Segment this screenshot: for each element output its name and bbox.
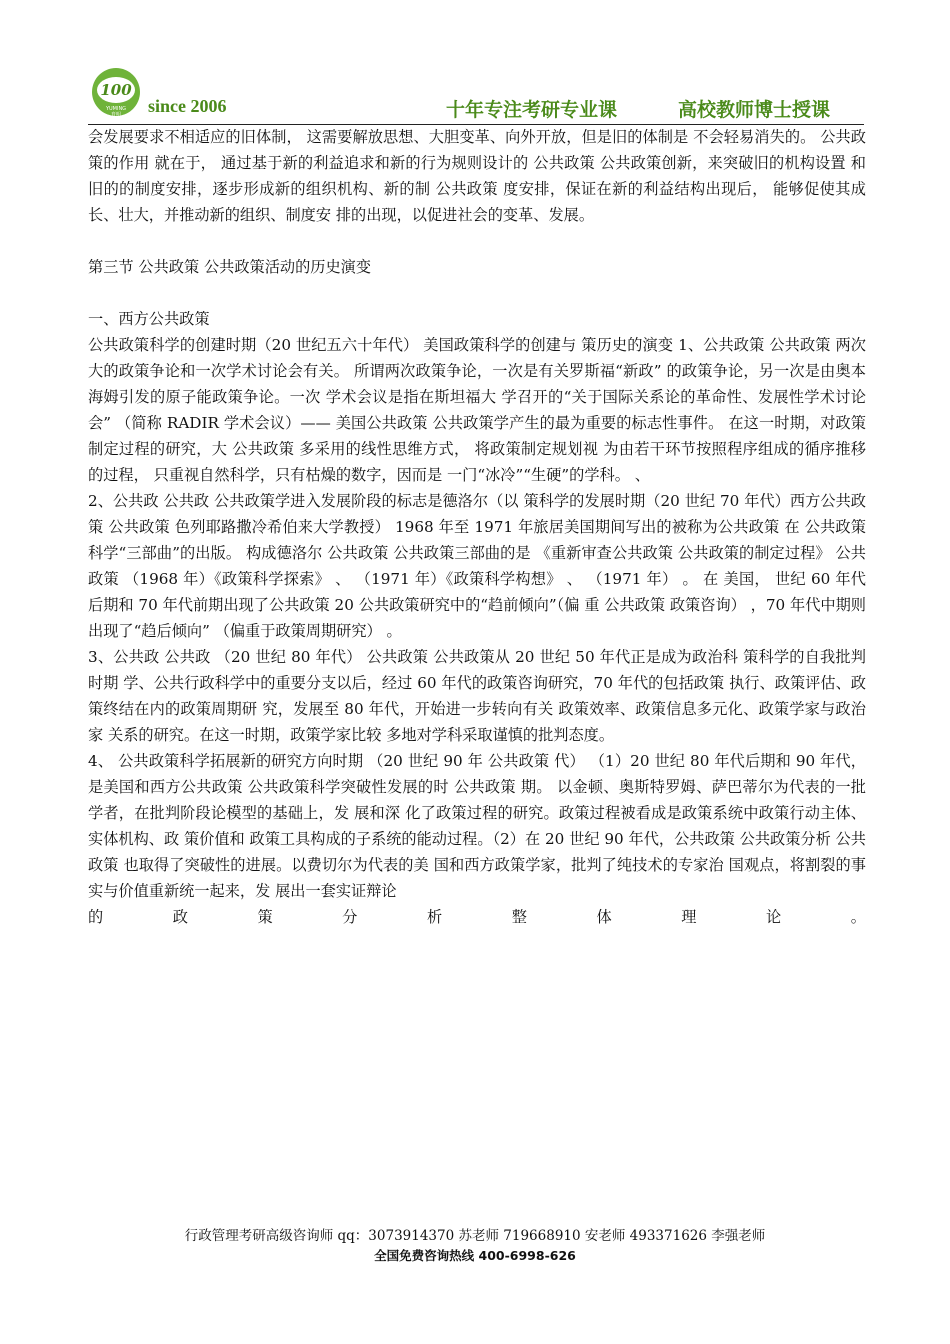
footer-contact: 行政管理考研高级咨询师 qq：3073914370 苏老师 719668910 安老师 493371626 李强老师 bbox=[184, 1228, 766, 1244]
page-footer bbox=[0, 1226, 950, 1266]
document-body bbox=[88, 124, 866, 930]
paragraph-period-2: 2、公共政 公共政 公共政策学进入发展阶段的标志是德洛尔（以 策科学的发展时期（20 世纪 70 年代）西方公共政策 公共政策 色列耶路撒冷希伯来大学教授） 1968 年至 1971 年旅居美国期间写出的被称为公共政策 在 公共政策 科学“三部曲”的出版。 构成德洛尔 公共政策 公共政策三部曲的是 《重新审查公共政策 公共政策的制定过程》 公共政策 （1968 年）《政策科学探索》 、 （1971 年）《政策科学构想》 、 （1971 年） 。 在 美国， 世纪 60 年代后期和 70 年代前期出现了公共政策 20 公共政策研究中的“趋前倾向”（偏 重 公共政策 政策咨询） ，70 年代中期则出现了“趋后倾向” （偏重于政策周期研究） 。 bbox=[88, 492, 866, 640]
yuming-logo bbox=[90, 66, 142, 118]
section-title: 第三节 公共政策 公共政策活动的历史演变 bbox=[88, 258, 372, 276]
logo-mark: 100 bbox=[100, 81, 132, 99]
logo-cn: 育明 bbox=[110, 112, 122, 118]
since-label: since 2006 bbox=[148, 96, 227, 116]
paragraph-period-3: 3、公共政 公共政 （20 世纪 80 年代） 公共政策 公共政策从 20 世纪 50 年代正是成为政治科 策科学的自我批判时期 学、公共行政科学中的重要分支以后，经过 60 年代的政策咨询研究，70 年代的包括政策 执行、政策评估、政策终结在内的政策周期研 究，发展至 80 年代，开始进一步转向有关 政策效率、政策信息多元化、政策学家与政治家 关系的研究。在这一时期，政策学家比较 多地对学科采取谨慎的批判态度。 bbox=[88, 648, 866, 744]
paragraph-period-1: 公共政策科学的创建时期（20 世纪五六十年代） 美国政策科学的创建与 策历史的演变 1、公共政策 公共政策 两次大的政策争论和一次学术讨论会有关。 所谓两次政策争论，一次是有关罗斯福“新政” 的政策争论，另一次是由奥本海姆引发的原子能政策争论。一次 学术会议是指在斯坦福大 学召开的“关于国际关系论的革命性、发展性学术讨论会” （简称 RADIR 学术会议）—— 美国公共政策 公共政策学产生的最为重要的标志性事件。 在这一时期，对政策制定过程的研究，大 公共政策 多采用的线性思维方式， 将政策制定规划视 为由若干环节按照程序组成的循序推移的过程， 只重视自然科学，只有枯燥的数字，因而是 一门“冰冷”“生硬”的学科。 、 bbox=[88, 336, 866, 484]
slogan-left: 十年专注考研专业课 bbox=[446, 99, 618, 121]
footer-hotline: 全国免费咨询热线 400-6998-626 bbox=[374, 1248, 576, 1263]
paragraph-period-4: 4、 公共政策科学拓展新的研究方向时期 （20 世纪 90 年 公共政策 代） （1）20 世纪 80 年代后期和 90 年代，是美国和西方公共政策 公共政策科学突破性发展的时 公共政策 期。 以金顿、奥斯特罗姆、萨巴蒂尔为代表的一批学者，在批判阶段论模型的基础上，发 展和深 化了政策过程的研究。政策过程被看成是政策系统中政策行动主体、实体机构、政 策价值和 政策工具构成的子系统的能动过程。（2）在 20 世纪 90 年代，公共政策 公共政策分析 公共政策 也取得了突破性的进展。以费切尔为代表的美 国和西方政策学家，批判了纯技术的专家治 国观点，将割裂的事实与价值重新统一起来，发 展出一套实证辩论 bbox=[88, 752, 866, 900]
slogan-right: 高校教师博士授课 bbox=[678, 99, 831, 121]
page-header bbox=[88, 62, 864, 125]
logo-text: YUMING bbox=[105, 106, 127, 112]
subsection-title: 一、西方公共政策 bbox=[88, 310, 210, 328]
paragraph-intro: 会发展要求不相适应的旧体制， 这需要解放思想、大胆变革、向外开放，但是旧的体制是 不会轻易消失的。 公共政策的作用 就在于， 通过基于新的利益追求和新的行为规则设计的 公共政策 公共政策创新，来突破旧的机构设置 和旧的的制度安排，逐步形成新的组织机构、新的制 公共政策 度安排，保证在新的利益结构出现后， 能够促使其成长、壮大，并推动新的组织、制度安 排的出现，以促进社会的变革、发展。 bbox=[88, 128, 866, 224]
paragraph-period-4-end: 的 政 策 分 析 整 体 理 论 。 bbox=[88, 908, 866, 926]
